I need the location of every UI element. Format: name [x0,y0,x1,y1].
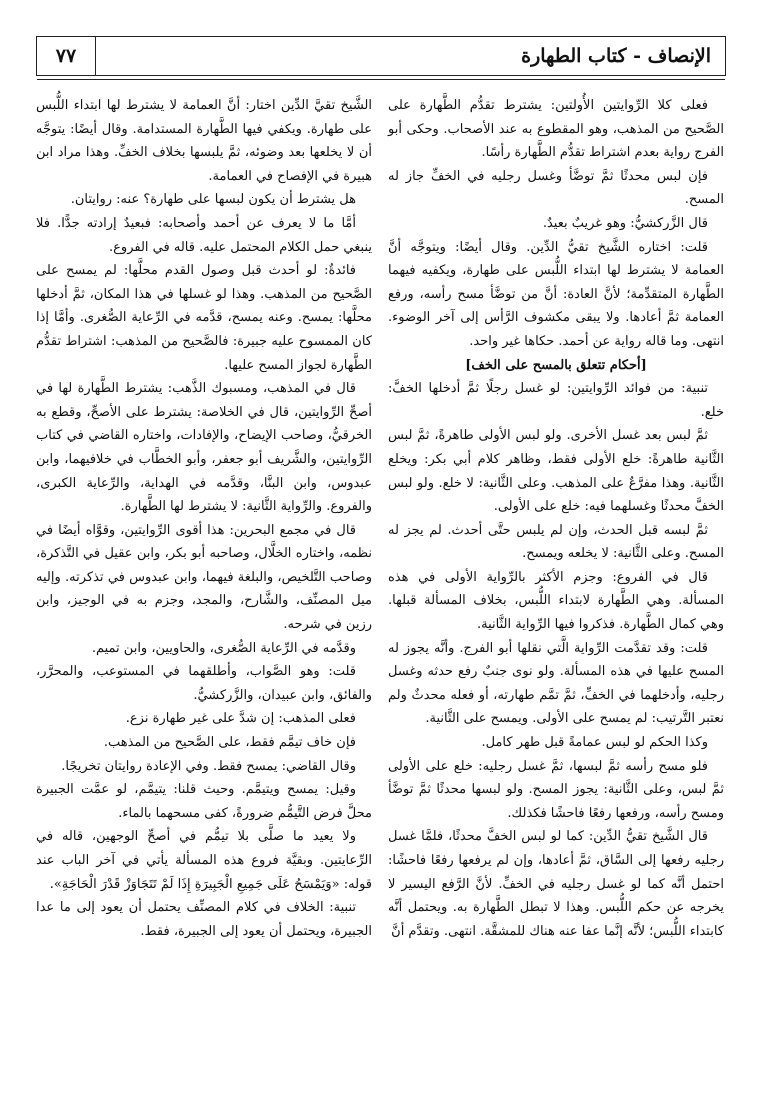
paragraph: تنبية: الخلاف في كلام المصنِّف يحتمل أن يعود إلى ما عدا الجبيرة، ويحتمل أن يعود إلى الجبيرة، فقط. [36,900,372,939]
paragraph: قلت: اختاره الشَّيخ تقيُّ الدِّين. وقال أيضًا: ويتوجَّه أنَّ العمامة لا يشترط لها ابتداء اللُّبس على طهارة، ويكفيه فيهما الطَّهارة المتقدِّمة؛ لأنَّ العادة: أنَّ من توضَّأ مسح رأسه، ورفع العمامة ثمَّ أعادها. ولا يبقى مكشوف الرَّأس إلى آخر الوضوء. انتهى. وما قاله رواية عن أحمد. حكاها غير واحد. [388,239,724,349]
paragraph: فائدةٌ: لو أحدث قبل وصول القدم محلَّها: لم يمسح على الصَّحيح من المذهب. وهذا لو غسلها في هذا المكان، ثمَّ أدخلها محلَّها: يمسح. وعنه يمسح، قدَّمه في الرِّعاية الصُّغرى. وأمَّا إذا كان الممسوح عليه جبيرة: فالصَّحيح من المذهب: اشتراط تقدُّم الطَّهارة لجواز المسح عليها. [36,263,372,373]
paragraph: الشَّيخ تقيَّ الدِّين اختار: أنَّ العمامة لا يشترط لها ابتداء اللُّبس على طهارة. ويكفي فيها الطَّهارة المستدامة. وقال أيضًا: يتوجَّه أن لا يخلعها بعد وضوئه، ثمَّ يلبسها بخلاف الخفِّ. وهذا مراد ابن هبيرة في الإفصاح في العمامة. [36,98,372,184]
paragraph: قال الزَّركشيُّ: وهو غريبٌ بعيدٌ. [542,215,708,231]
right-column [388,94,724,943]
paragraph: ثمَّ لبس بعد غسل الأخرى. ولو لبس الأولى طاهرةً، ثمَّ لبس الثَّانية طاهرةً: خلع الأولى فقط، وظاهر كلام أبي بكر: ويخلع الثَّانية. وهذا مفرَّعٌ على المذهب. وعلى الثَّانية: لا خلع. ولو لبس الخفَّ محدثًا وغسلهما فيه: خلع على الأولى. [388,428,724,515]
paragraph: ولا يعيد ما صلَّى بلا تيمُّم في أصحِّ الوجهين، قاله في الرِّعايتين. وبقيَّة فروع هذه المسألة يأتي في آخر الباب عند قوله: «وَيَمْسَحُ عَلَى جَمِيعِ الْجَبِيرَةِ إِذَا لَمْ تَتَجَاوَزْ قَدْرَ الْحَاجَةِ». [36,829,372,892]
paragraph: وكذا الحكم لو لبس عمامةً قبل طهر كامل. [481,735,708,751]
paragraph: فإن خاف تيمَّم فقط، على الصَّحيح من المذهب. [103,735,356,751]
page-number: ٧٧ [37,37,96,75]
paragraph: وقدَّمه في الرِّعاية الصُّغرى، والحاويين، وابن تميم. [91,640,356,656]
paragraph: قال في مجمع البحرين: هذا أقوى الرِّوايتين، وقوَّاه أيضًا في نظمه، واختاره الخلَّال، وصاحبه أبو بكر، وابن عقيل في التَّذكرة، وصاحب التَّلخيص، والبلغة فيهما، وابن عبدوس في تذكرته. وإليه ميل المصنِّف، والشَّارح، والمجد، وجزم به في الوجيز، وابن رزين في شرحه. [36,522,372,633]
running-title: الإنصاف - كتاب الطهارة [521,45,711,67]
paragraph: فعلى المذهب: إن شدَّ على غير طهارة نزع. [125,711,356,727]
paragraph: ثمَّ لبسه قبل الحدث، وإن لم يلبس حتَّى أحدث. لم يجز له المسح. وعلى الثَّانية: لا يخلعه ويمسح. [388,522,724,562]
paragraph: قلت: وقد تقدَّمت الرِّواية الَّتي نقلها أبو الفرج. وأنَّه يجوز له المسح عليها في هذه المسألة. ولو نوى جنبٌ رفع حدثه وغسل رجليه، وأدخلهما في الخفِّ، ثمَّ تمَّم طهارته، أو فعله محدثٌ ولم نعتبر التَّرتيب: لم يمسح على الأولى. ويمسح على الثَّانية. [388,640,724,727]
paragraph: قال الشَّيخ تقيُّ الدِّين: كما لو لبس الخفَّ محدثًا، فلمَّا غسل رجليه رفعها إلى السَّاق، ثمَّ أعادها، وإن لم يرفعها رفعًا فاحشًا: احتمل أنَّه كما لو غسل رجليه في الخفِّ. لأنَّ الرَّفع اليسير لا يخرجه عن حكم اللُّبس. وهذا لا تبطل الطَّهارة به. ويحتمل أنَّه كابتداء اللُّبس؛ لأنَّه إنَّما عفا عنه هناك للمشقَّة. انتهى. وتقدَّم أنَّ [388,829,724,939]
paragraph: هل يشترط أن يكون لبسها على طهارة؟ عنه: روايتان. [70,192,356,208]
paragraph: فلو مسح رأسه ثمَّ لبسها، ثمَّ غسل رجليه: خلع على الأولى ثمَّ لبس، وعلى الثَّانية: يجوز المسح. ولو لبسها محدثًا ثمَّ توضَّأ ومسح رأسه، ورفعها رفعًا فاحشًا فكذلك. [388,758,724,821]
paragraph: تنبية: من فوائد الرِّوايتين: لو غسل رجلًا ثمَّ أدخلها الخفَّ: خلع. [388,381,724,420]
paragraph: قال في المذهب، ومسبوك الذَّهب: يشترط الطَّهارة لها في أصحِّ الرِّوايتين، قال في الخلاصة: يشترط على الأصحِّ، وقطع به الخرقيُّ، وصاحب الإيضاح، والإفادات، واختاره القاضي في كتاب الرِّوايتين، والشَّريف أبو جعفر، وأبو الخطَّاب في خلافيهما، وابن عبدوس، وابن البنَّا، وقدَّمه في الهداية، والرِّعاية الكبرى، والفروع. والرِّواية الثَّانية: لا يشترط لها الطَّهارة. [36,381,372,515]
left-column [36,94,372,943]
paragraph: أمَّا ما لا يعرف عن أحمد وأصحابه: فبعيدٌ إرادته جدًّا. فلا ينبغي حمل الكلام المحتمل عليه. قاله في الفروع. [36,215,372,255]
paragraph: فإن لبس محدثًا ثمَّ توضَّأ وغسل رجليه في الخفِّ جاز له المسح. [388,168,724,208]
paragraph: قلت: وهو الصَّواب، وأطلقهما في المستوعب، والمحرَّر، والفائق، وابن عبيدان، والزَّركشيُّ. [36,664,372,703]
paragraph: وقيل: يمسح ويتيمَّم. وحيث قلنا: يتيمَّم، لو عمَّت الجبيرة محلَّ فرض التَّيمُّم ضرورةً، كفى مسحهما بالماء. [36,782,372,821]
paragraph: وقال القاضي: يمسح فقط. وفي الإعادة روايتان تخريجًا. [61,758,356,774]
paragraph: قال في الفروع: وجزم الأكثر بالرِّواية الأولى في هذه المسألة. وهي الطَّهارة لابتداء اللُّبس، بخلاف المسألة قبلها. وهي كمال الطَّهارة. فذكروا فيها الرِّواية الثَّانية. [388,569,724,633]
header-double-rule [37,79,725,80]
section-heading: [أحكام تتعلق بالمسح على الخف] [465,357,647,373]
paragraph: فعلى كلا الرِّوايتين الأُولتين: يشترط تقدُّم الطَّهارة على الصَّحيح من المذهب، وهو المقطوع به عند الأصحاب. وحكى أبو الفرج رواية بعدم اشتراط تقدُّم الطَّهارة رأسًا. [388,98,724,161]
page-header [36,36,726,76]
